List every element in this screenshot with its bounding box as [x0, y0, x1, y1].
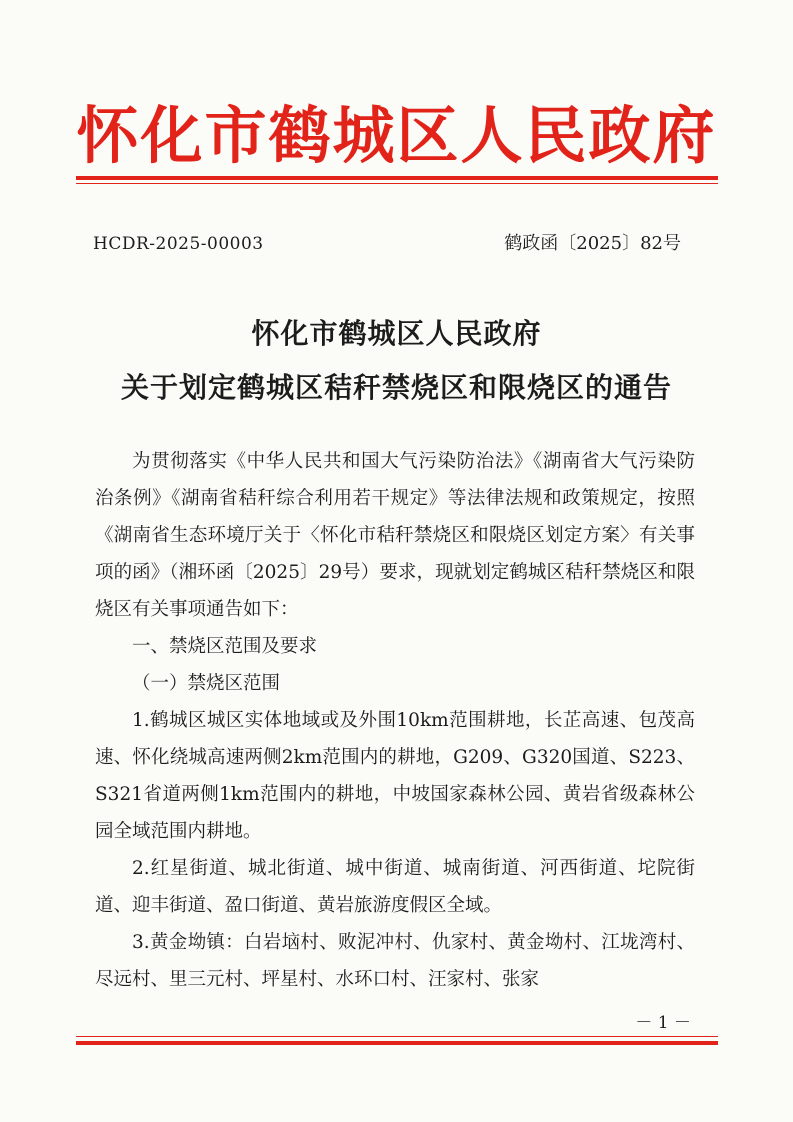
list-item: 3.黄金坳镇：白岩垴村、败泥冲村、仇家村、黄金坳村、江垅湾村、尽远村、里三元村、坪星村、水环口村、汪家村、张家: [95, 932, 695, 990]
document-title-line-2: 关于划定鹤城区秸秆禁烧区和限烧区的通告: [120, 371, 672, 404]
section-heading: 一、禁烧区范围及要求: [132, 636, 318, 657]
list-item: 1.鹤城区城区实体地域或及外围10km范围耕地，长芷高速、包茂高速、怀化绕城高速两侧2km范围内的耕地，G209、G320国道、S223、S321省道两侧1km范围内的耕地，中坡国家森林公园、黄岩省级森林公园全域范围内耕地。: [95, 710, 695, 842]
document-code: HCDR-2025-00003: [93, 234, 264, 254]
header-red-rule-thin: [76, 183, 718, 184]
footer-red-rule-thin: [76, 1036, 718, 1037]
document-body: [95, 443, 695, 998]
masthead-title: 怀化市鹤城区人民政府: [76, 99, 717, 172]
intro-paragraph: 为贯彻落实《中华人民共和国大气污染防治法》《湖南省大气污染防治条例》《湖南省秸秆综合利用若干规定》等法律法规和政策规定，按照《湖南省生态环境厅关于〈怀化市秸秆禁烧区和限烧区划定方案〉有关事项的函》（湘环函〔2025〕29号）要求，现就划定鹤城区秸秆禁烧区和限烧区有关事项通告如下：: [95, 451, 695, 620]
subsection-heading: （一）禁烧区范围: [132, 673, 281, 694]
header-red-rule-thick: [76, 176, 718, 180]
page-number: － 1 －: [635, 1013, 691, 1033]
list-item: 2.红星街道、城北街道、城中街道、城南街道、河西街道、坨院街道、迎丰街道、盈口街道、黄岩旅游度假区全域。: [95, 858, 695, 916]
document-title-line-1: 怀化市鹤城区人民政府: [251, 317, 542, 350]
document-number: 鹤政函〔2025〕82号: [504, 233, 681, 254]
footer-red-rule-thick: [76, 1041, 718, 1045]
